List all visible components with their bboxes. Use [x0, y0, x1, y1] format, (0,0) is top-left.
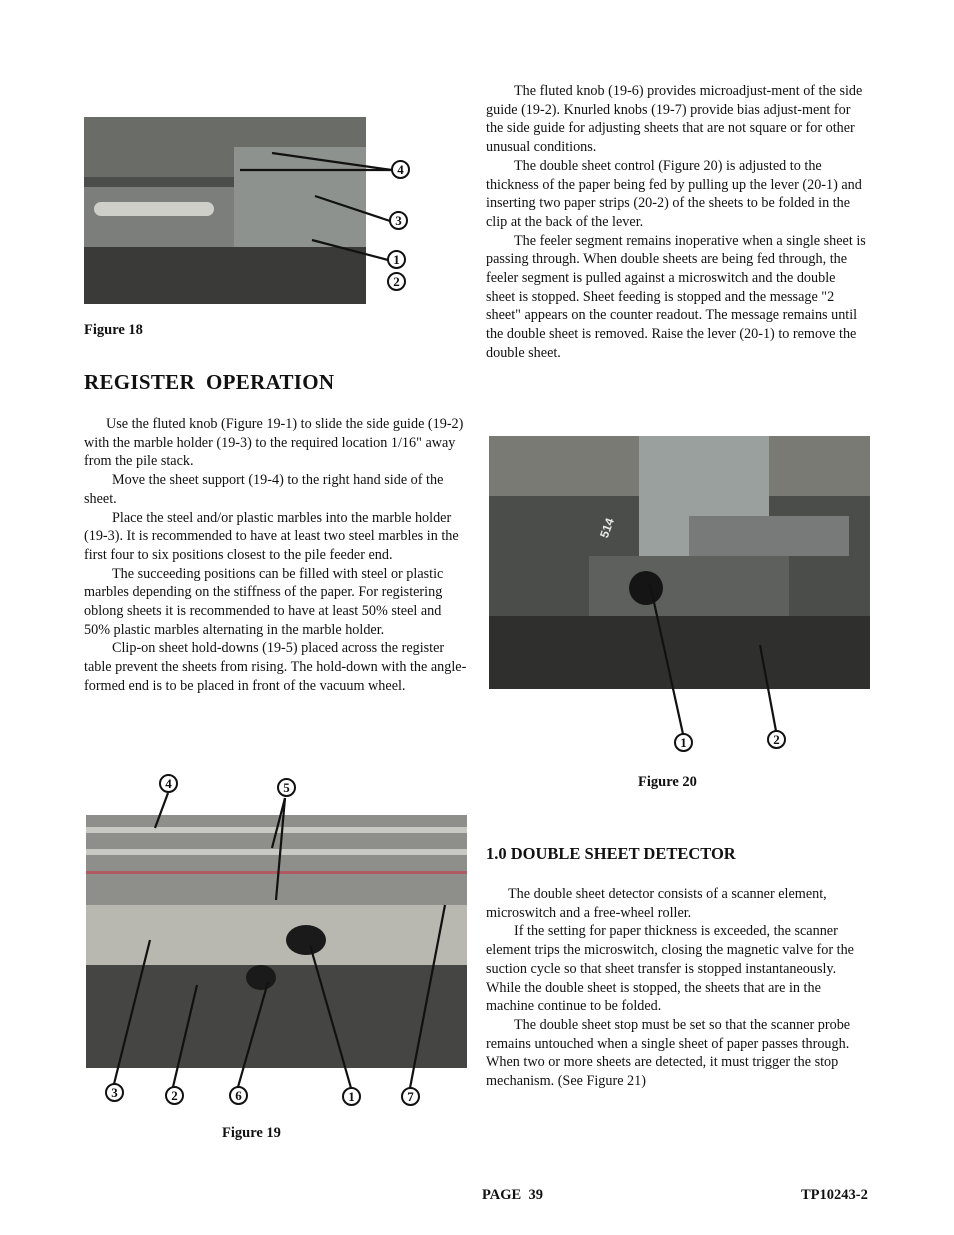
double-sheet-detector-text [486, 885, 870, 1091]
figure-20-photo [489, 436, 870, 689]
paragraph-fluted-knob: The fluted knob (19-6) provides microadjust-ment of the side guide (19-2). Knurled knobs (19-7) provide bias adjust-ment for the side guide for adjusting sheets that are not square or for other unusual conditions. [486, 83, 863, 156]
figure-18-callout-2: 2 [387, 272, 406, 291]
figure-20-callout-1: 1 [674, 733, 693, 752]
paragraph-succeeding-positions: The succeeding positions can be filled with steel or plastic marbles depending on the stiffness of the paper. For registering oblong sheets it is recommended to have at least 50% steel and 50% plastic marbles alternating in the marble holder. [84, 565, 444, 638]
register-operation-text [84, 415, 468, 696]
figure-19-callout-6: 6 [229, 1086, 248, 1105]
paragraph-place-marbles: Place the steel and/or plastic marbles into the marble holder (19-3). It is recommended to have at least two steel marbles in the first four to six positions closest to the pile feeder end. [84, 509, 459, 563]
figure-18-callout-3: 3 [389, 211, 408, 230]
right-top-text [486, 82, 868, 363]
paragraph-double-sheet-stop: The double sheet stop must be set so that the scanner probe remains untouched when a single sheet of paper passes through. When two or more sheets are detected, it must trigger the stop mechanism. (See Figure 21) [486, 1016, 851, 1090]
register-operation-heading: REGISTER OPERATION [84, 370, 335, 394]
figure-18-photo [84, 117, 366, 304]
figure-19-callout-7: 7 [401, 1087, 420, 1106]
paragraph-fluted-knob-slide: Use the fluted knob (Figure 19-1) to slide the side guide (19-2) with the marble holder (19-3) to the required location 1/16" away from the pile stack. [84, 416, 464, 470]
figure-18-callout-1: 1 [387, 250, 406, 269]
paragraph-double-sheet-control: The double sheet control (Figure 20) is adjusted to the thickness of the paper being fed by pulling up the lever (20-1) and inserting two paper strips (20-2) of the sheets to be folded in the clip at the back of the lever. [486, 157, 862, 230]
paragraph-detector-consists: The double sheet detector consists of a scanner element, microswitch and a free-wheel roller. [486, 886, 827, 921]
paragraph-hold-downs: Clip-on sheet hold-downs (19-5) placed across the register table prevent the sheets from rising. The hold-down with the angle-formed end is to be placed in front of the vacuum wheel. [84, 640, 467, 694]
figure-18-callout-4: 4 [391, 160, 410, 179]
figure-19-callout-5: 5 [277, 778, 296, 797]
figure-20-photo-label: 514 [597, 516, 618, 540]
double-sheet-detector-heading: 1.0 DOUBLE SHEET DETECTOR [486, 844, 736, 863]
figure-19-callout-2: 2 [165, 1086, 184, 1105]
figure-19-caption: Figure 19 [222, 1125, 281, 1141]
page-number: PAGE 39 [482, 1187, 543, 1203]
figure-19-callout-4: 4 [159, 774, 178, 793]
figure-19-callout-1: 1 [342, 1087, 361, 1106]
paragraph-feeler-segment: The feeler segment remains inoperative when a single sheet is passing through. When double sheets are being fed through, the feeler segment is pulled against a microswitch and the double sheet is stopped. Sheet feeding is stopped and the message "2 sheet" appears on the counter readout. The message remains until the double sheet is removed. Raise the lever (20-1) to remove the double sheet. [486, 232, 866, 361]
figure-20-caption: Figure 20 [638, 774, 697, 790]
figure-20-callout-2: 2 [767, 730, 786, 749]
figure-19-photo [86, 815, 467, 1068]
document-id: TP10243-2 [801, 1187, 868, 1203]
paragraph-sheet-support: Move the sheet support (19-4) to the right hand side of the sheet. [84, 472, 444, 507]
figure-19-callout-3: 3 [105, 1083, 124, 1102]
paragraph-thickness-exceeded: If the setting for paper thickness is exceeded, the scanner element trips the microswitch, closing the magnetic valve for the suction cycle so that sheet transfer is stopped instantaneously. While the double sheet is stopped, the sheets that are in the machine continue to be folded. [486, 923, 854, 1015]
figure-18-caption: Figure 18 [84, 322, 143, 338]
